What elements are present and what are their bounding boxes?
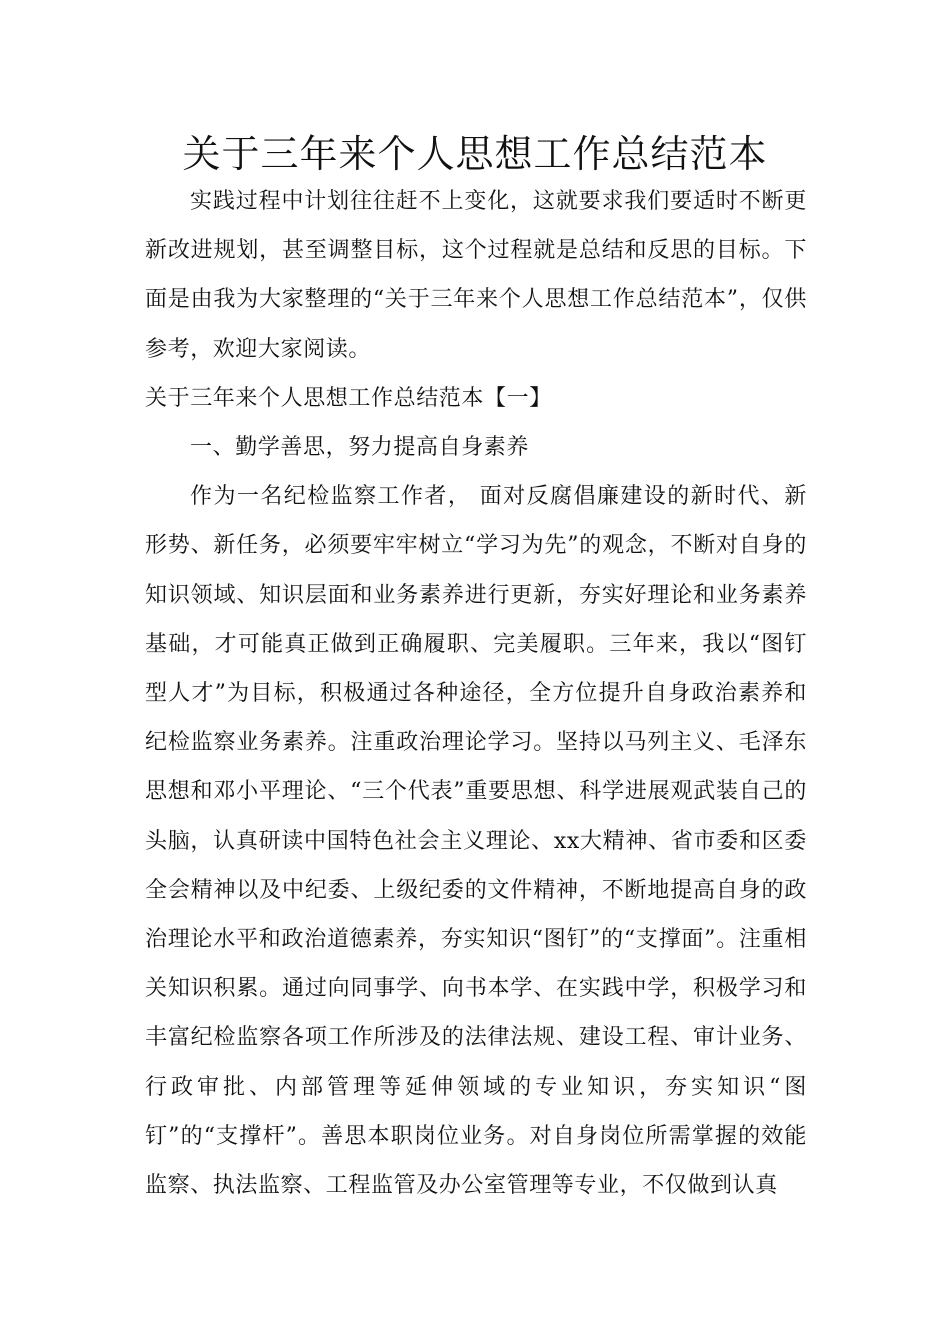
section-subheading: 一、勤学善思，努力提高自身素养 — [190, 435, 530, 461]
body-paragraph: 作为一名纪检监察工作者， 面对反腐倡廉建设的新时代、新形势、新任务，必须要牢牢树立“学习为先”的观念，不断对自身的知识领域、知识层面和业务素养进行更新，夯实好理论和业务素养基础，才可能真正做到正确履职、完美履职。三年来，我以“图钉型人才”为目标，积极通过各种途径，全方位提升自身政治素养和纪检监察业务素养。注重政治理论学习。坚持以马列主义、毛泽东思想和邓小平理论、“三个代表”重要思想、科学进展观武装自己的头脑，认真研读中国特色社会主义理论、xx大精神、省市委和区委全会精神以及中纪委、上级纪委的文件精神，不断地提高自身的政治理论水平和政治道德素养，夯实知识“图钉”的“支撑面”。注重相关知识积累。通过向同事学、向书本学、在实践中学，积极学习和丰富纪检监察各项工作所涉及的法律法规、建设工程、审计业务、行政审批、内部管理等延伸领域的专业知识，夯实知识“图钉”的“支撑杆”。善思本职岗位业务。对自身岗位所需掌握的效能监察、执法监察、工程监管及办公室管理等专业，不仅做到认真 — [145, 484, 807, 1199]
document-body — [145, 177, 807, 1210]
section-heading: 关于三年来个人思想工作总结范本【一】 — [145, 385, 552, 411]
intro-paragraph: 实践过程中计划往往赶不上变化，这就要求我们要适时不断更新改进规划，甚至调整目标，这个过程就是总结和反思的目标。下面是由我为大家整理的“关于三年来个人思想工作总结范本”，仅供参考，欢迎大家阅读。 — [145, 189, 807, 362]
document-title: 关于三年来个人思想工作总结范本 — [182, 132, 768, 176]
